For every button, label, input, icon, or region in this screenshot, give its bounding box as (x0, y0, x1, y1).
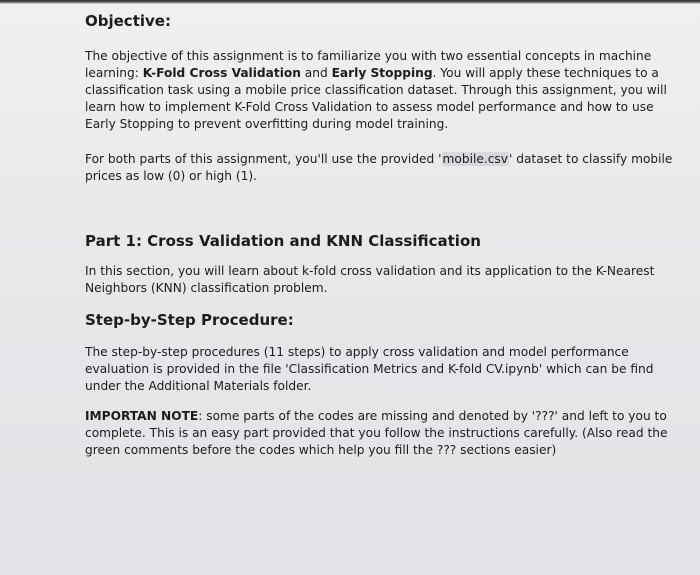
part1-paragraph: In this section, you will learn about k-fold cross validation and its application to the K-Nearest Neighbors (KNN) classification problem. (85, 264, 655, 295)
objective-text-3: . You will apply these techniques to a classification task using a mobile price classification dataset. Through this assignment, you will learn how to implement K-Fold Cross Validation to assess model performance and how to use Early Stopping to prevent overfitting during model training. (85, 66, 667, 131)
objective-paragraph (85, 48, 675, 133)
important-note-label: IMPORTAN NOTE (85, 409, 199, 423)
dataset-filename: mobile.csv (442, 152, 508, 166)
early-stopping-term: Early Stopping (331, 66, 433, 80)
dataset-paragraph (85, 151, 675, 185)
objective-text-2: and (300, 66, 332, 80)
page-top-edge (0, 0, 700, 4)
procedure-paragraph: The step-by-step procedures (11 steps) to apply cross validation and model performance evaluation is provided in the file 'Classification Metrics and K-fold CV.ipynb' which can be find under the Additional Materials folder. (85, 345, 654, 393)
document-content (85, 10, 675, 459)
objective-text-1: The objective of this assignment is to familiarize you with two essential concepts in machine learning: (85, 49, 652, 80)
important-note-text: : some parts of the codes are missing and denoted by '???' and left to you to complete. This is an easy part provided that you follow the instructions carefully. (Also read the green comments before the codes which help you fill the ??? sections easier) (85, 409, 668, 457)
procedure-heading: Step-by-Step Procedure: (85, 311, 294, 329)
kfold-term: K-Fold Cross Validation (142, 66, 301, 80)
part1-heading: Part 1: Cross Validation and KNN Classification (85, 232, 481, 250)
dataset-text-1: For both parts of this assignment, you'll use the provided ' (85, 152, 442, 166)
important-note-paragraph (85, 408, 675, 459)
dataset-text-2: ' dataset to classify mobile prices as low (0) or high (1). (85, 152, 673, 183)
objective-heading: Objective: (85, 12, 171, 30)
